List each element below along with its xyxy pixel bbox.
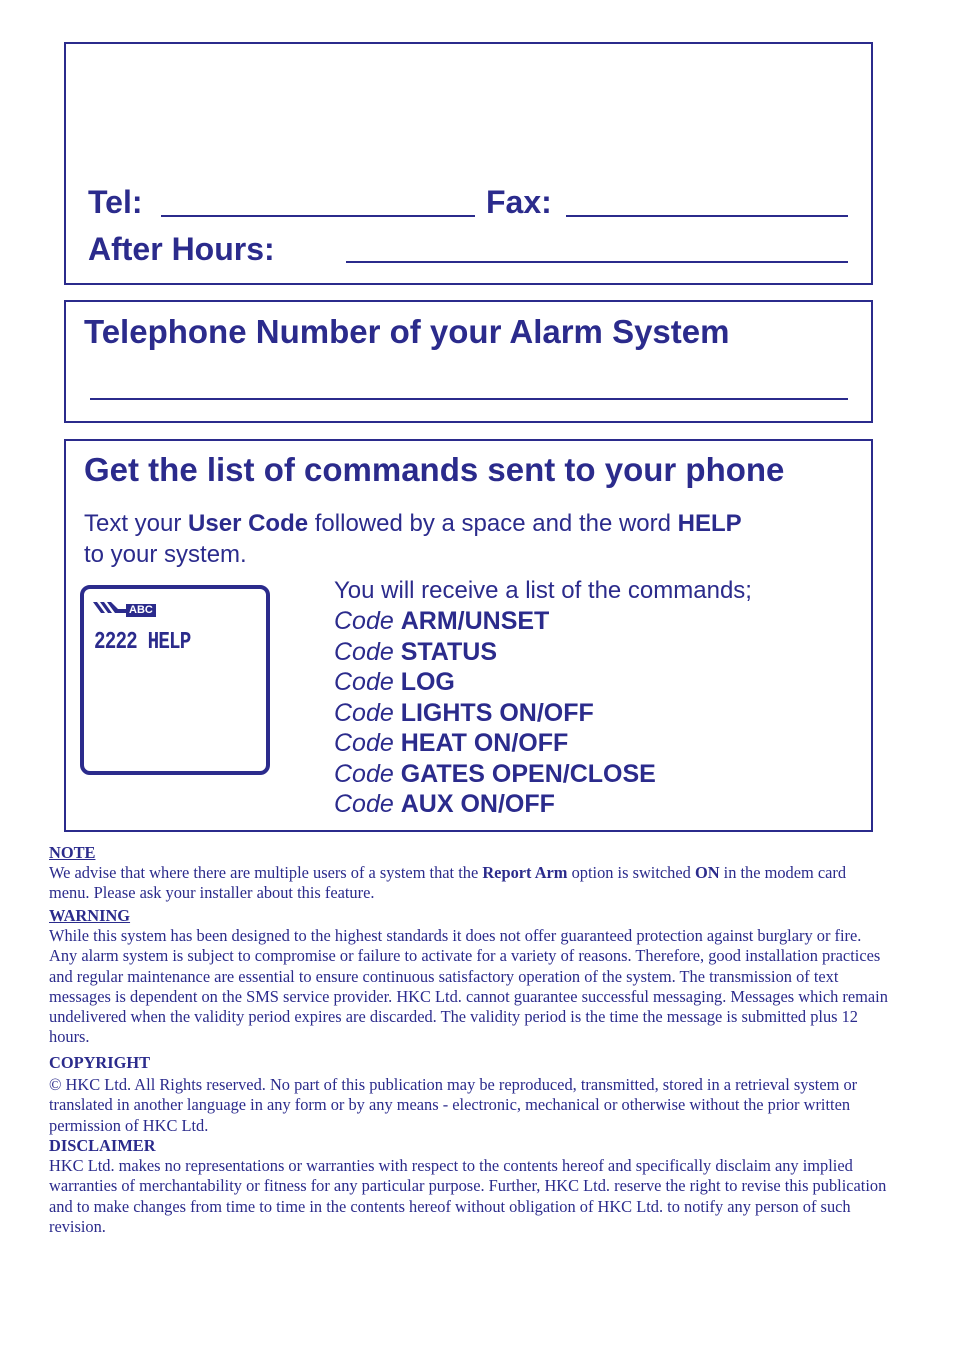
receive-text: You will receive a list of the commands; xyxy=(334,577,752,604)
command-item: Code STATUS xyxy=(334,637,498,666)
copyright-heading: COPYRIGHT xyxy=(49,1053,151,1072)
note-section xyxy=(49,843,889,904)
tel-line xyxy=(161,215,475,217)
after-hours-label: After Hours: xyxy=(88,231,275,267)
commands-title: Get the list of commands sent to your phone xyxy=(84,451,785,488)
warning-text: While this system has been designed to the highest standards it does not offer guaranteed protection against burglary or fire. Any alarm system is subject to compromise or failure to activate for a variety of reasons. Therefore, good installation practices and regular maintenance are essential to ensure continuous satisfactory operation of the system. The transmission of text messages is dependent on the SMS service provider. HKC Ltd. cannot guarantee successful messaging. Messages which remain undelivered when the validity period expires are discarded. The validity period is the time the message is submitted plus 12 hours. xyxy=(49,926,888,1047)
commands-instruction: Text your User Code followed by a space and the word HELP xyxy=(84,510,742,537)
disclaimer-heading: DISCLAIMER xyxy=(49,1136,156,1155)
fax-label: Fax: xyxy=(486,184,552,220)
alarm-phone-title: Telephone Number of your Alarm System xyxy=(84,313,730,350)
command-item: Code ARM/UNSET xyxy=(334,607,550,635)
after-hours-line xyxy=(346,261,848,263)
abc-badge: ABC xyxy=(126,604,156,617)
disclaimer-section xyxy=(49,1136,889,1237)
alarm-phone-line xyxy=(90,398,848,400)
command-item: Code HEAT ON/OFF xyxy=(334,729,569,757)
note-text: We advise that where there are multiple users of a system that the Report Arm option is switched ON in the modem card menu. Please ask your installer about this feature. xyxy=(49,863,847,903)
phone-screen xyxy=(80,585,270,775)
help-text: HELP xyxy=(677,510,742,537)
phone-message: 2222 HELP xyxy=(94,629,191,656)
copyright-text: © HKC Ltd. All Rights reserved. No part of this publication may be reproduced, transmitted, stored in a retrieval system or translated in another language in any form or by any means - electronic, mechanical or otherwise without the prior written permission of HKC Ltd. xyxy=(49,1075,858,1135)
fax-line xyxy=(566,215,848,217)
disclaimer-text: HKC Ltd. makes no representations or warranties with respect to the contents hereof and specifically disclaim any implied warranties of merchantability or fitness for any particular purpose. Further, HKC Ltd. reserve the right to revise this publication and to make changes from time to time in the contents hereof without obligation of HKC Ltd. to notify any person of such revision. xyxy=(49,1156,887,1236)
note-heading: NOTE xyxy=(49,843,96,862)
user-code-text: User Code xyxy=(188,510,309,537)
warning-heading: WARNING xyxy=(49,906,131,925)
command-item: Code LIGHTS ON/OFF xyxy=(334,698,594,727)
warning-section xyxy=(49,906,889,1047)
copyright-section xyxy=(49,1053,889,1136)
phone-status-bar xyxy=(92,601,156,620)
message-icon xyxy=(92,601,126,620)
command-item: Code GATES OPEN/CLOSE xyxy=(334,759,656,788)
command-item: Code LOG xyxy=(334,668,455,696)
tel-label: Tel: xyxy=(88,184,143,220)
command-item: Code AUX ON/OFF xyxy=(334,790,555,818)
commands-instruction-cont: to your system. xyxy=(84,541,247,568)
